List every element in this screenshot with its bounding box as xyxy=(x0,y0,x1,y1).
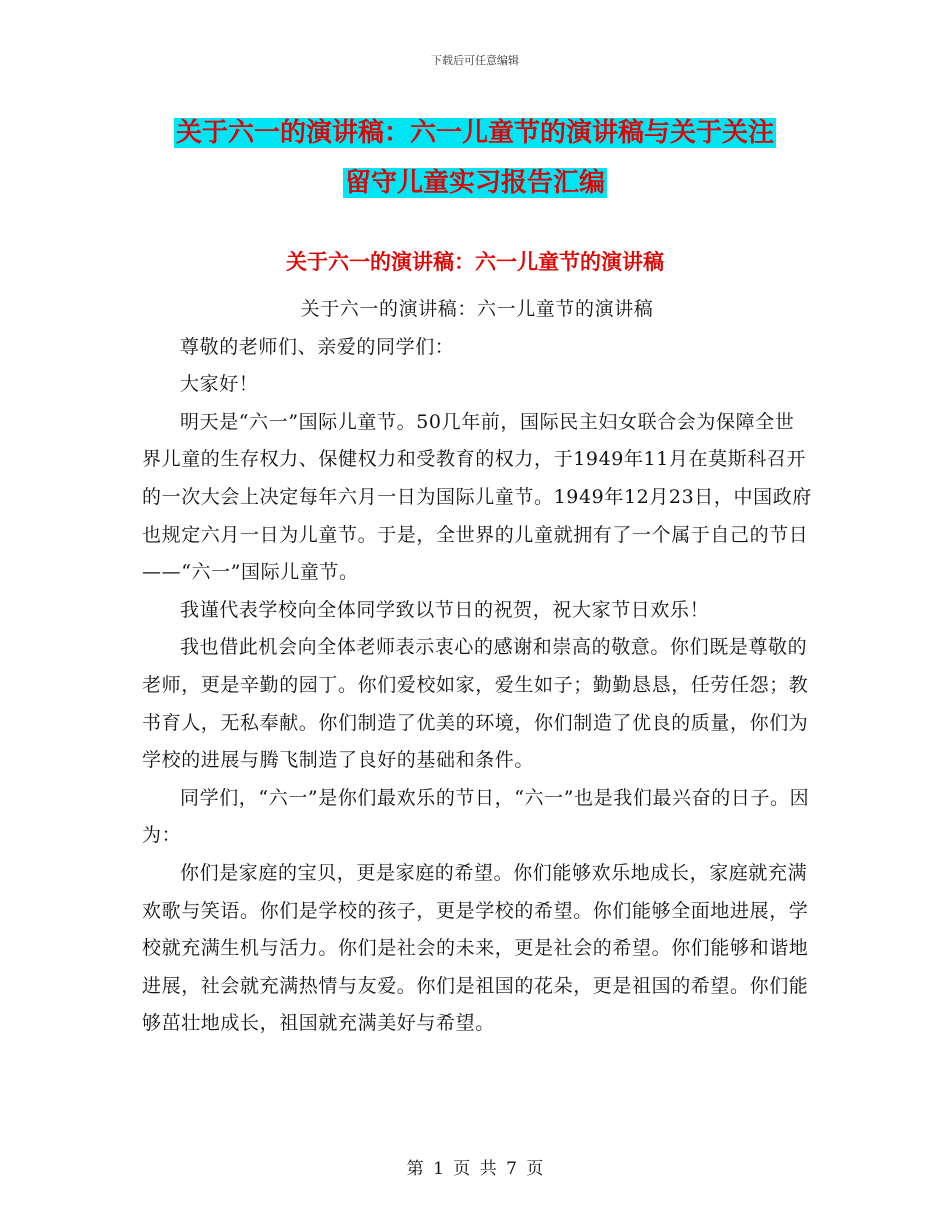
paragraph-greeting: 大家好！ xyxy=(180,373,259,396)
page-header-note: 下载后可任意编辑 xyxy=(431,54,519,67)
paragraph-salutation: 尊敬的老师们、亲爱的同学们： xyxy=(180,335,455,358)
page-footer: 第 1 页 共 7 页 xyxy=(406,1159,544,1179)
paragraph-students: 同学们，“六一”是你们最欢乐的节日，“六一”也是我们最兴奋的日子。因为： xyxy=(142,786,810,847)
section-title: 关于六一的演讲稿：六一儿童节的演讲稿 xyxy=(286,250,664,274)
document-title xyxy=(140,108,810,208)
speech-subtitle: 关于六一的演讲稿：六一儿童节的演讲稿 xyxy=(300,298,654,320)
paragraph-hope: 你们是家庭的宝贝，更是家庭的希望。你们能够欢乐地成长，家庭就充满欢歌与笑语。你们是学校的孩子，更是学校的希望。你们能够全面地进展，学校就充满生机与活力。你们是社会的未来，更是社会的希望。你们能够和谐地进展，社会就充满热情与友爱。你们是祖国的花朵，更是祖国的希望。你们能够茁壮地成长，祖国就充满美好与希望。 xyxy=(142,861,809,1035)
document-body xyxy=(142,291,812,1043)
paragraph-thanks-teachers: 我也借此机会向全体老师表示衷心的感谢和崇高的敬意。你们既是尊敬的老师，更是辛勤的园丁。你们爱校如家，爱生如子；勤勤恳恳，任劳任怨；教书育人，无私奉献。你们制造了优美的环境，你们制造了优良的质量，你们为学校的进展与腾飞制造了良好的基础和条件。 xyxy=(142,636,809,772)
title-line-1: 关于六一的演讲稿：六一儿童节的演讲稿与关于关注 xyxy=(175,118,774,148)
paragraph-congratulation: 我谨代表学校向全体同学致以节日的祝贺，祝大家节日欢乐！ xyxy=(180,598,710,621)
paragraph-history: 明天是“六一”国际儿童节。50几年前，国际民主妇女联合会为保障全世界儿童的生存权力、保健权力和受教育的权力，于1949年11月在莫斯科召开的一次大会上决定每年六月一日为国际儿童节。1949年12月23日，中国政府也规定六月一日为儿童节。于是，全世界的儿童就拥有了一个属于自己的节日——“六一”国际儿童节。 xyxy=(142,410,812,584)
title-line-2: 留守儿童实习报告汇编 xyxy=(344,168,605,198)
